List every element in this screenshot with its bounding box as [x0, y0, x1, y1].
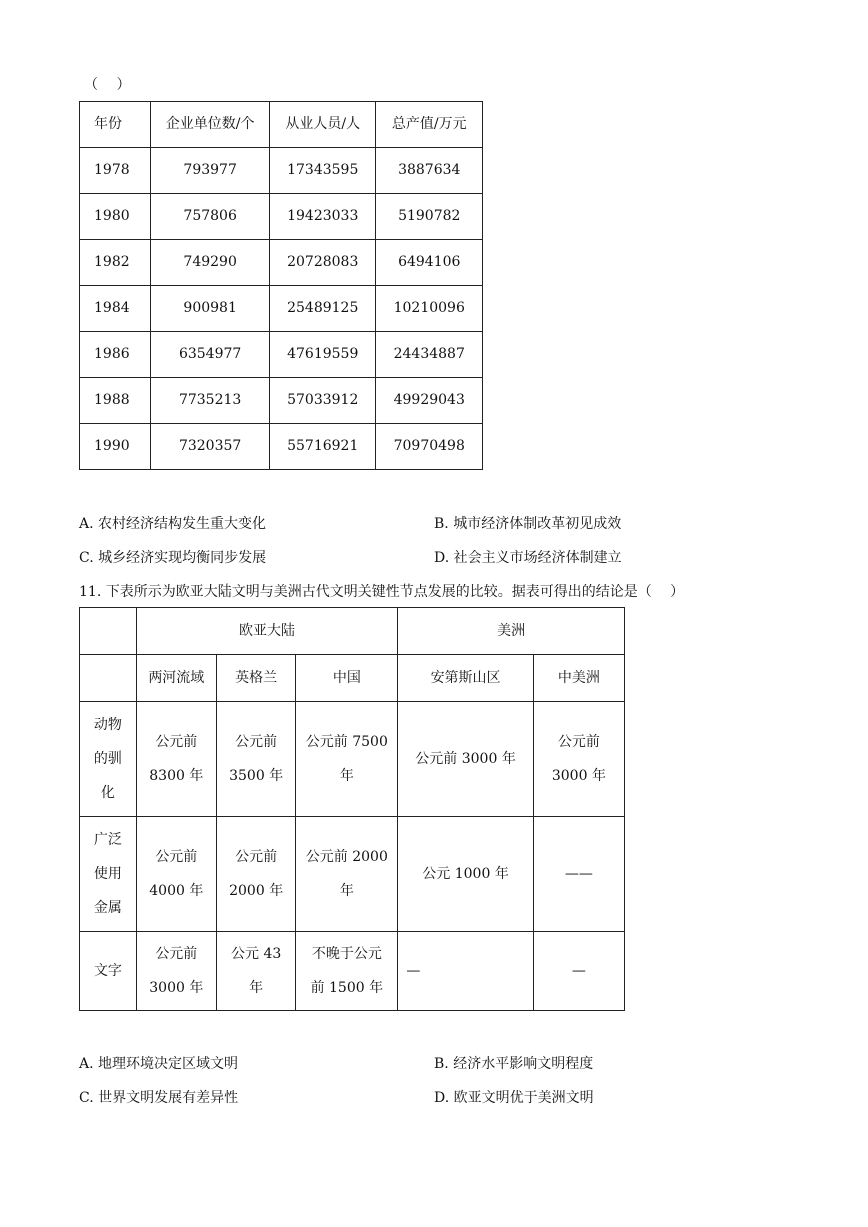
- table-cell: 3887634: [376, 148, 483, 194]
- table-cell: [533, 817, 624, 932]
- region-header: 两河流域: [136, 655, 216, 702]
- table-row: [80, 702, 625, 817]
- row-label: [80, 702, 137, 817]
- cell-line: 公元前: [155, 946, 198, 962]
- table-cell: 1978: [80, 148, 151, 194]
- table-cell: 7735213: [151, 378, 270, 424]
- header-cell: 企业单位数/个: [151, 102, 270, 148]
- cell-line: 公元 43: [231, 946, 282, 962]
- civilization-comparison-table: [79, 607, 625, 1011]
- cell-line: 年: [249, 980, 264, 996]
- row-label-line: 使用: [93, 866, 122, 882]
- row-label: [80, 932, 137, 1011]
- table-cell: 793977: [151, 148, 270, 194]
- table-cell: 25489125: [270, 286, 376, 332]
- region-header: 安第斯山区: [398, 655, 533, 702]
- header-cell: 年份: [80, 102, 151, 148]
- table-cell: 49929043: [376, 378, 483, 424]
- table-cell: 1986: [80, 332, 151, 378]
- table-cell: [533, 932, 624, 1011]
- row-label-line: 动物: [93, 717, 122, 733]
- table-row: [80, 194, 483, 240]
- option-c[interactable]: C. 世界文明发展有差异性: [79, 1090, 239, 1106]
- option-a[interactable]: A. 农村经济结构发生重大变化: [79, 516, 267, 532]
- row-label-line: 文字: [93, 963, 122, 979]
- header-cell: 总产值/万元: [376, 102, 483, 148]
- cell-line: 公元前: [155, 734, 198, 750]
- table-cell: 17343595: [270, 148, 376, 194]
- table-cell: [398, 702, 533, 817]
- row-label-line: 化: [100, 785, 115, 801]
- cell-line: 3500 年: [229, 768, 284, 784]
- table-cell: [136, 817, 216, 932]
- table-cell: [296, 932, 398, 1011]
- answer-paren: （ ）: [84, 77, 131, 93]
- table-row: [80, 932, 625, 1011]
- region-header: 中美洲: [533, 655, 624, 702]
- option-d[interactable]: D. 社会主义市场经济体制建立: [434, 550, 622, 566]
- cell-line: 3000 年: [551, 768, 606, 784]
- corner-cell: [80, 655, 137, 702]
- row-label: [80, 817, 137, 932]
- cell-line: 公元前 2000: [305, 849, 388, 865]
- table-cell: [533, 702, 624, 817]
- table-row: [80, 817, 625, 932]
- cell-line: 公元前: [557, 734, 600, 750]
- table-cell: 7320357: [151, 424, 270, 470]
- cell-line: 年: [339, 768, 354, 784]
- table-cell: [216, 932, 295, 1011]
- cell-line: 公元前: [155, 849, 198, 865]
- header-cell: 从业人员/人: [270, 102, 376, 148]
- table-row: [80, 332, 483, 378]
- table-row: [80, 148, 483, 194]
- row-label-line: 的驯: [93, 751, 122, 767]
- table-cell: 1980: [80, 194, 151, 240]
- question-11-stem: 11. 下表所示为欧亚大陆文明与美洲古代文明关键性节点发展的比较。据表可得出的结论是（ ）: [79, 584, 685, 600]
- cell-line: 公元前 3000 年: [415, 751, 516, 767]
- table-cell: 70970498: [376, 424, 483, 470]
- table-cell: 19423033: [270, 194, 376, 240]
- table-cell: 1988: [80, 378, 151, 424]
- option-b[interactable]: B. 经济水平影响文明程度: [434, 1056, 594, 1072]
- table-cell: 1984: [80, 286, 151, 332]
- cell-line: 公元前 7500: [305, 734, 388, 750]
- cell-line: 公元前: [235, 734, 278, 750]
- table-cell: 900981: [151, 286, 270, 332]
- table-cell: 20728083: [270, 240, 376, 286]
- option-b[interactable]: B. 城市经济体制改革初见成效: [434, 516, 622, 532]
- table-cell: 1990: [80, 424, 151, 470]
- row-label-line: 金属: [93, 900, 122, 916]
- region-header: 英格兰: [216, 655, 295, 702]
- cell-line: ——: [564, 866, 593, 882]
- region-header: 中国: [296, 655, 398, 702]
- table-row: [80, 424, 483, 470]
- table-cell: [398, 932, 533, 1011]
- cell-line: 前 1500 年: [310, 980, 384, 996]
- table-cell: 47619559: [270, 332, 376, 378]
- table-cell: 55716921: [270, 424, 376, 470]
- cell-line: 8300 年: [149, 768, 204, 784]
- cell-line: 不晚于公元: [311, 946, 382, 962]
- option-c[interactable]: C. 城乡经济实现均衡同步发展: [79, 550, 267, 566]
- cell-line: 公元 1000 年: [422, 866, 509, 882]
- table-cell: 10210096: [376, 286, 483, 332]
- table-cell: 6354977: [151, 332, 270, 378]
- table-cell: [216, 702, 295, 817]
- cell-line: 年: [339, 883, 354, 899]
- table-cell: 749290: [151, 240, 270, 286]
- table-cell: 6494106: [376, 240, 483, 286]
- row-label-line: 广泛: [93, 832, 122, 848]
- table-cell: [398, 817, 533, 932]
- cell-line: 2000 年: [229, 883, 284, 899]
- table-cell: 24434887: [376, 332, 483, 378]
- table-cell: 757806: [151, 194, 270, 240]
- cell-line: —: [571, 963, 586, 979]
- table-cell: [136, 932, 216, 1011]
- enterprise-statistics-table: [79, 101, 483, 470]
- table-cell: 1982: [80, 240, 151, 286]
- group-header-america: 美洲: [398, 608, 625, 655]
- table-cell: 57033912: [270, 378, 376, 424]
- table-cell: 5190782: [376, 194, 483, 240]
- cell-line: —: [406, 963, 421, 979]
- table-cell: [296, 817, 398, 932]
- table-cell: [136, 702, 216, 817]
- option-d[interactable]: D. 欧亚文明优于美洲文明: [434, 1090, 594, 1106]
- corner-cell: [80, 608, 137, 655]
- table-row: [80, 286, 483, 332]
- table-row: [80, 240, 483, 286]
- option-a[interactable]: A. 地理环境决定区域文明: [79, 1056, 239, 1072]
- cell-line: 公元前: [235, 849, 278, 865]
- group-header-eurasia: 欧亚大陆: [136, 608, 398, 655]
- table-row: [80, 378, 483, 424]
- table-cell: [216, 817, 295, 932]
- cell-line: 3000 年: [149, 980, 204, 996]
- cell-line: 4000 年: [149, 883, 204, 899]
- table-cell: [296, 702, 398, 817]
